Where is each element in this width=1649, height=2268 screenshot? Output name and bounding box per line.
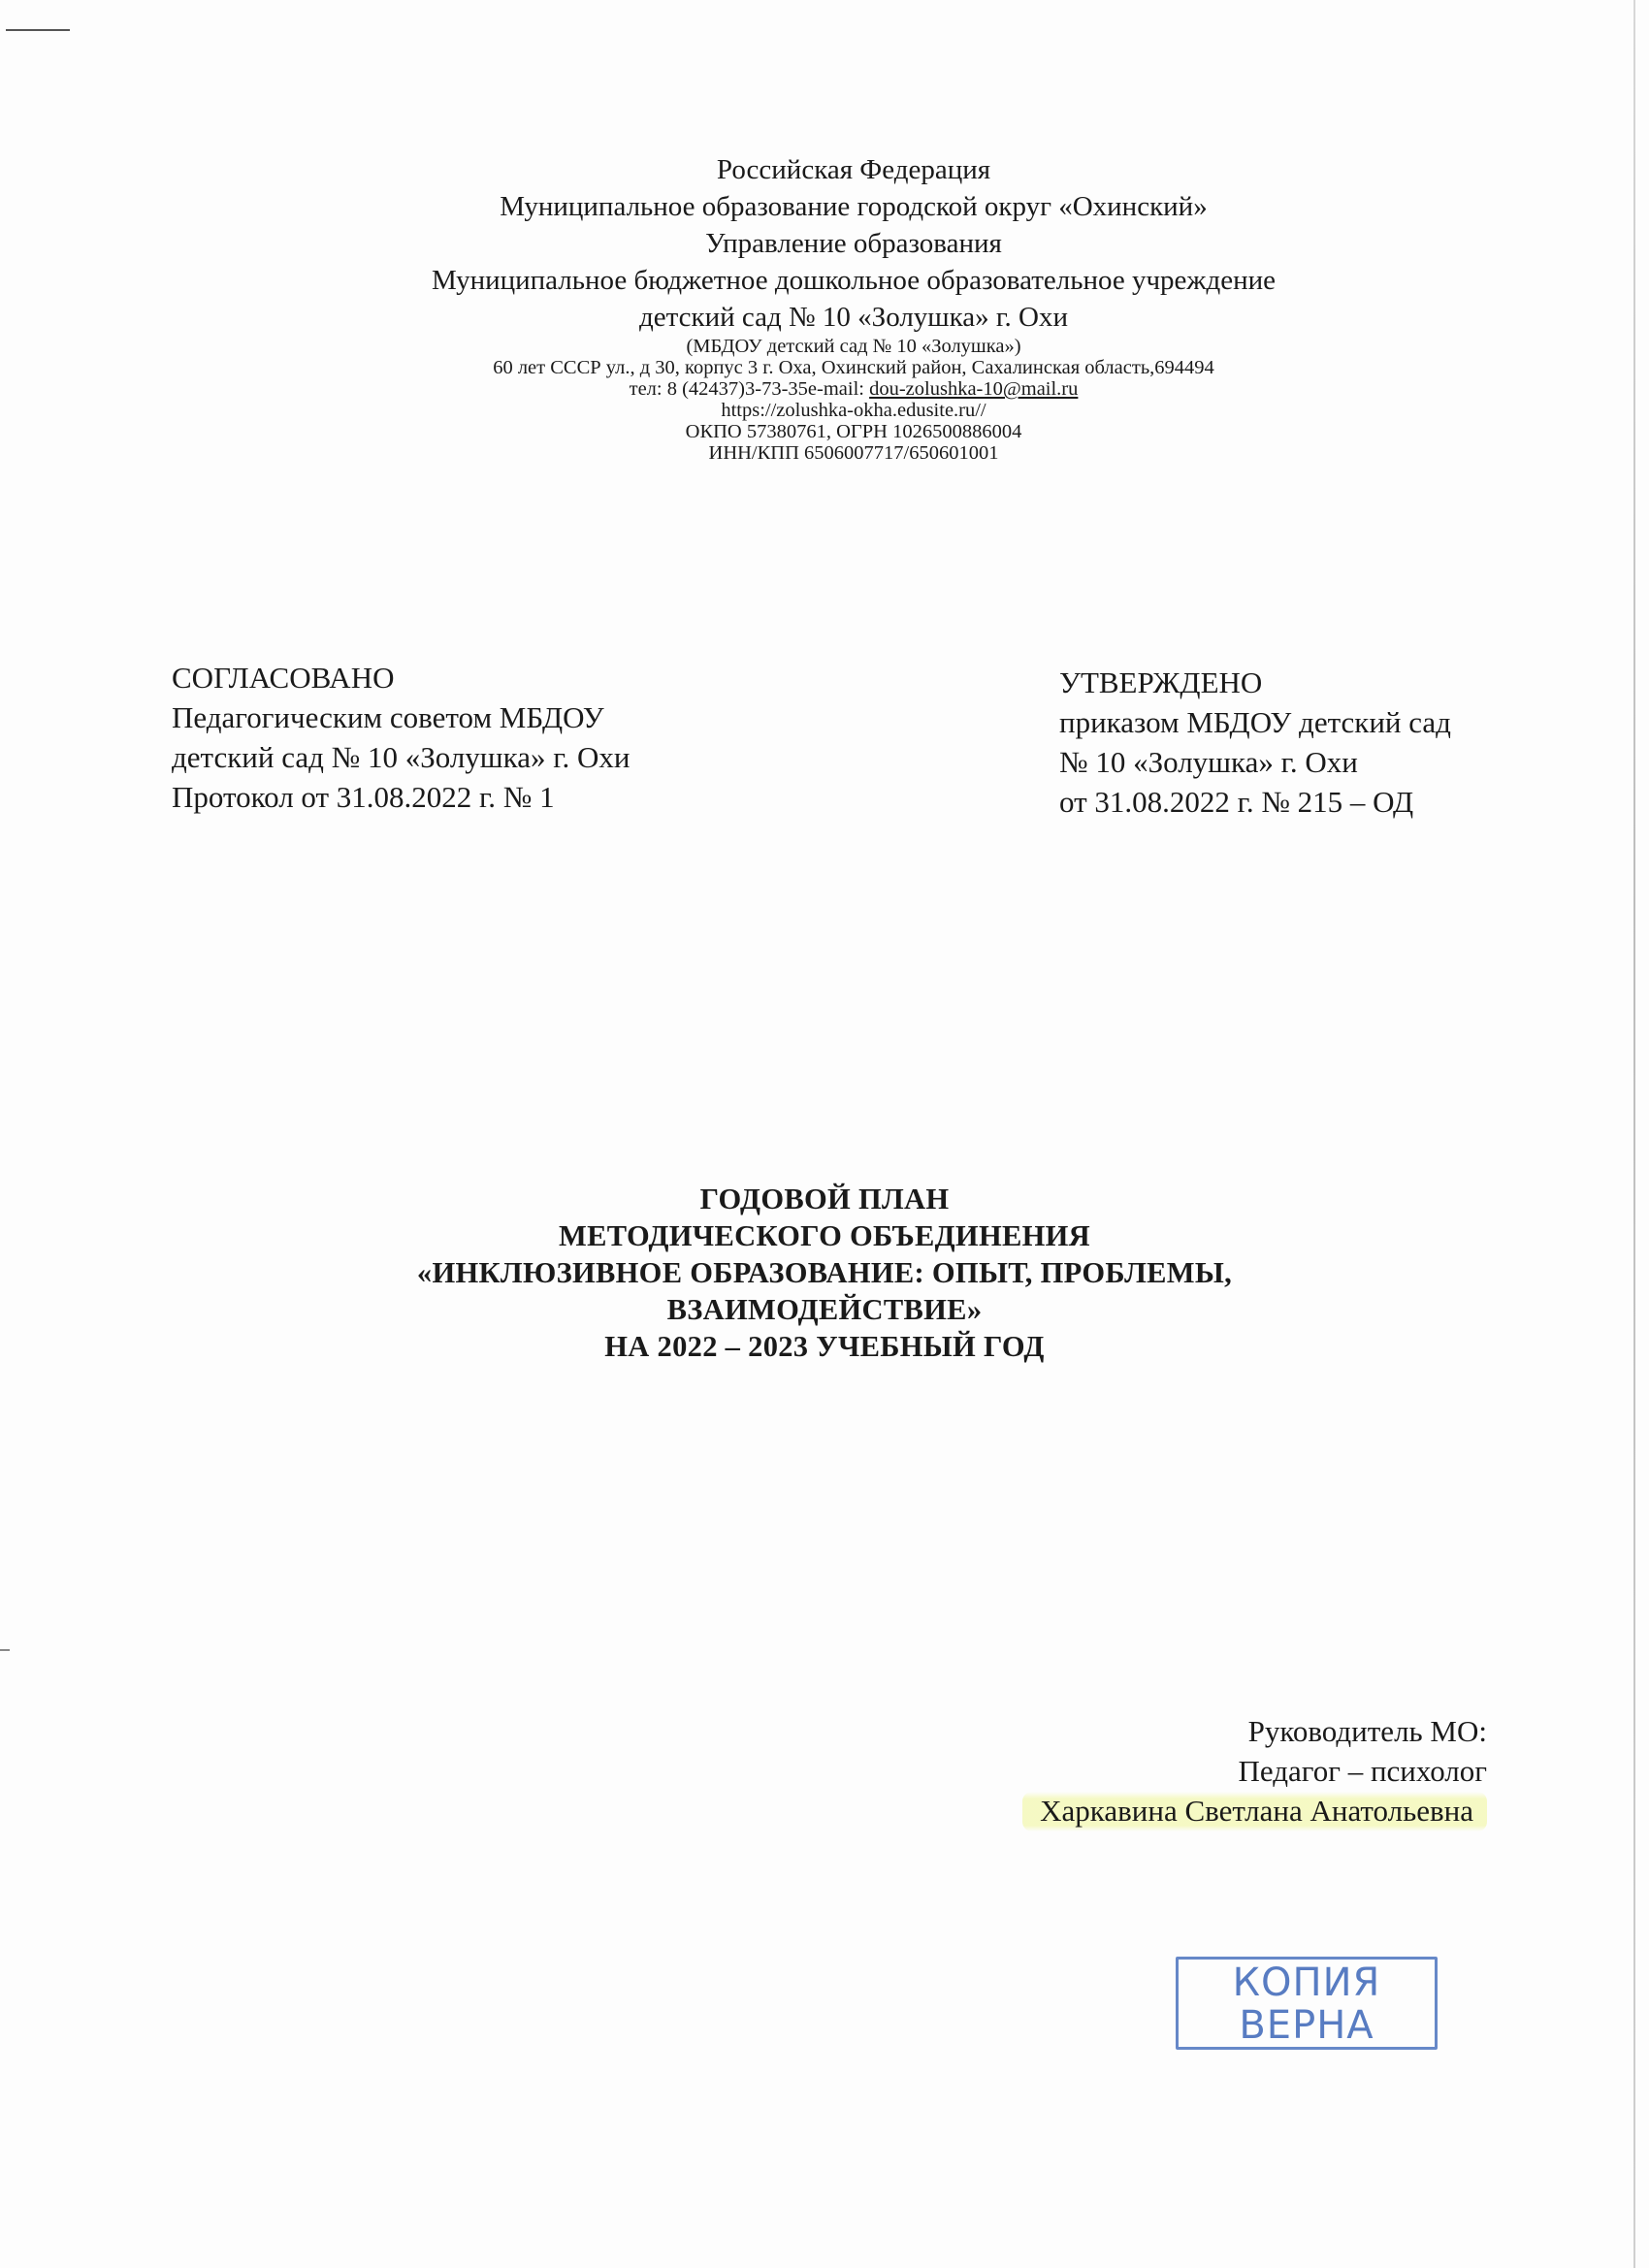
- header-contacts: [0, 378, 1649, 400]
- approval-agreed-heading: СОГЛАСОВАНО: [172, 661, 395, 695]
- signature-name-row: [1022, 1791, 1487, 1831]
- title-line-2: МЕТОДИЧЕСКОГО ОБЪЕДИНЕНИЯ: [559, 1219, 1090, 1252]
- approval-agreed-line-1: Педагогическим советом МБДОУ: [172, 700, 604, 734]
- title-line-5: НА 2022 – 2023 УЧЕБНЫЙ ГОД: [604, 1330, 1045, 1363]
- header-phone: тел: 8 (42437)3-73-35e-mail:: [629, 378, 870, 400]
- approval-agreed-line-2: детский сад № 10 «Золушка» г. Охи: [172, 740, 630, 774]
- header-short-name: (МБДОУ детский сад № 10 «Золушка»): [686, 336, 1021, 357]
- header-department: Управление образования: [705, 228, 1002, 259]
- title-line-1: ГОДОВОЙ ПЛАН: [699, 1183, 950, 1215]
- approval-approved-line-3: от 31.08.2022 г. № 215 – ОД: [1059, 785, 1414, 819]
- approval-agreed-block: [172, 658, 630, 817]
- approval-approved-heading: УТВЕРЖДЕНО: [1059, 665, 1263, 699]
- scan-artifact-left: [0, 1649, 10, 1651]
- header-country: Российская Федерация: [716, 154, 991, 185]
- copy-certified-stamp: [1176, 1957, 1438, 2050]
- scan-artifact-top: [6, 29, 70, 31]
- header-institution-name: детский сад № 10 «Золушка» г. Охи: [639, 302, 1068, 333]
- signature-name-highlighted: Харкавина Светлана Анатольевна: [1022, 1792, 1487, 1831]
- approval-agreed-line-3: Протокол от 31.08.2022 г. № 1: [172, 780, 555, 814]
- signature-role-head: Руководитель МО:: [1247, 1714, 1487, 1748]
- header-email-link[interactable]: dou-zolushka-10@mail.ru: [869, 378, 1079, 400]
- organization-header: [0, 151, 1649, 464]
- header-okpo-ogrn: ОКПО 57380761, ОГРН 1026500886004: [685, 421, 1022, 442]
- signature-role-position: Педагог – психолог: [1238, 1754, 1487, 1788]
- header-address: 60 лет СССР ул., д 30, корпус 3 г. Оха, Охинский район, Сахалинская область,694494: [493, 357, 1214, 378]
- title-line-3: «ИНКЛЮЗИВНОЕ ОБРАЗОВАНИЕ: ОПЫТ, ПРОБЛЕМЫ,: [416, 1256, 1233, 1289]
- approval-approved-line-2: № 10 «Золушка» г. Охи: [1059, 745, 1358, 779]
- approval-approved-line-1: приказом МБДОУ детский сад: [1059, 705, 1451, 739]
- header-municipality: Муниципальное образование городской округ «Охинский»: [500, 191, 1208, 222]
- header-inn-kpp: ИНН/КПП 6506007717/650601001: [708, 442, 999, 464]
- stamp-line-1: КОПИЯ: [1232, 1960, 1381, 2005]
- title-line-4: ВЗАИМОДЕЙСТВИЕ»: [666, 1293, 983, 1326]
- document-title: [0, 1181, 1649, 1365]
- signature-block: [1022, 1711, 1487, 1831]
- approval-approved-block: [1059, 663, 1451, 822]
- stamp-line-2: ВЕРНА: [1239, 2003, 1374, 2048]
- header-website: https://zolushka-okha.edusite.ru//: [721, 400, 986, 421]
- header-institution-type: Муниципальное бюджетное дошкольное образовательное учреждение: [432, 265, 1276, 296]
